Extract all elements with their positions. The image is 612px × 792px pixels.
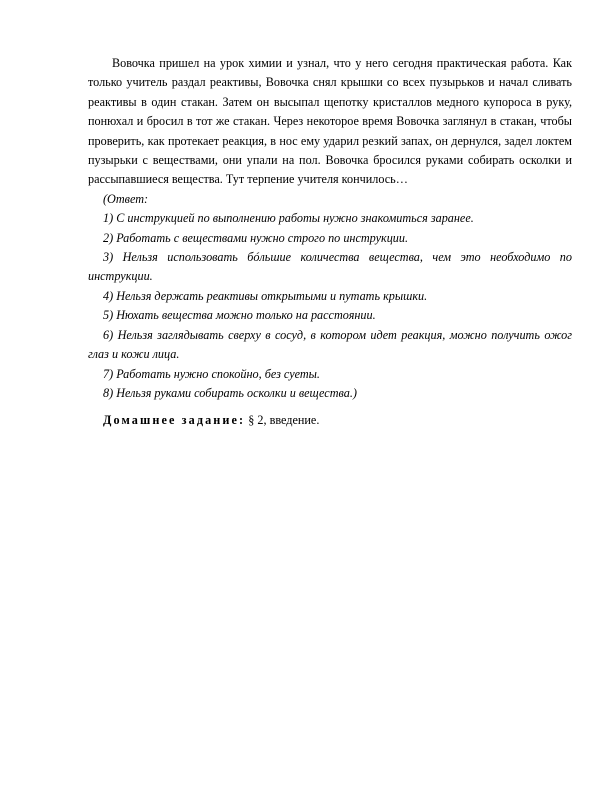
homework-line bbox=[88, 411, 572, 430]
answer-item-2: 2) Работать с веществами нужно строго по инструкции. bbox=[103, 230, 409, 245]
answer-item-7: 7) Работать нужно спокойно, без суеты. bbox=[103, 366, 320, 381]
homework-text: § 2, введение. bbox=[245, 413, 320, 428]
homework-label: Домашнее задание: bbox=[103, 413, 246, 428]
answer-header: (Ответ: bbox=[103, 191, 149, 206]
answer-block bbox=[88, 190, 572, 403]
answer-item-5: 5) Нюхать вещества можно только на расстоянии. bbox=[103, 308, 376, 323]
answer-item-8: 8) Нельзя руками собирать осколки и вещества.) bbox=[103, 385, 357, 400]
answer-item-1: 1) С инструкцией по выполнению работы нужно знакомиться заранее. bbox=[103, 211, 474, 226]
answer-item-4: 4) Нельзя держать реактивы открытыми и путать крышки. bbox=[103, 288, 428, 303]
document-content bbox=[88, 54, 572, 431]
answer-item-3: 3) Нельзя использовать бóльшие количества вещества, чем это необходимо по инструкции. bbox=[88, 250, 572, 284]
answer-item-6: 6) Нельзя заглядывать сверху в сосуд, в котором идет реакция, можно получить ожог глаз и кожи лица. bbox=[88, 327, 572, 362]
story-paragraph: Вовочка пришел на урок химии и узнал, что у него сегодня практическая работа. Как только учитель раздал реактивы, Вовочка снял крышки со всех пузырьков и начал сливать реактивы в один стакан. Затем он высыпал щепотку кристаллов медного купороса в руку, понюхал и бросил в тот же стакан. Через некоторое время Вовочка заглянул в стакан, чтобы проверить, как протекает реакция, в нос ему ударил резкий запах, он дернулся, задел локтем пузырьки с веществами, они упали на пол. Вовочка бросился руками собирать осколки и рассыпавшиеся вещества. Тут терпение учителя кончилось… bbox=[88, 56, 572, 187]
